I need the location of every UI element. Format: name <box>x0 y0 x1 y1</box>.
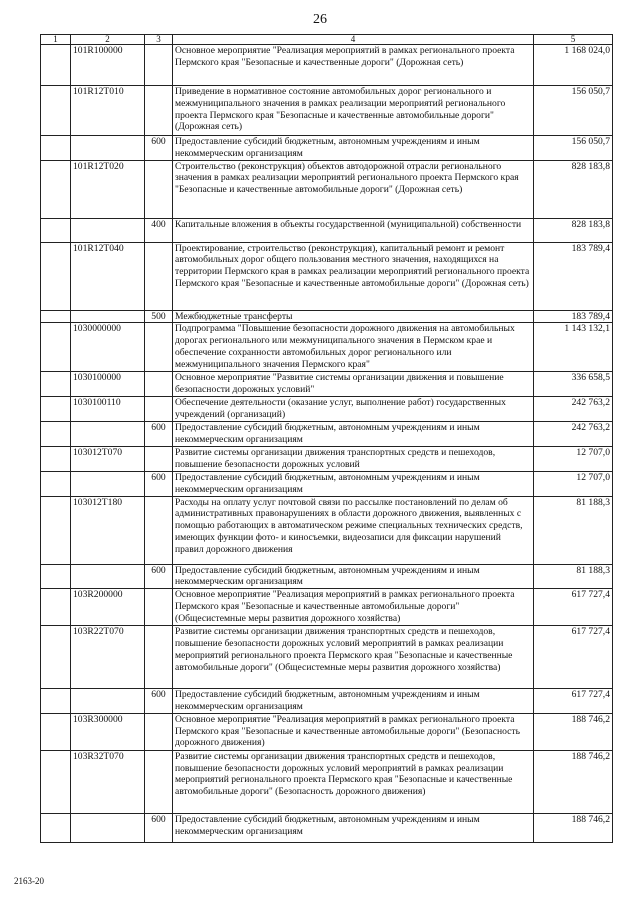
cell-amount: 188 746,2 <box>534 813 613 842</box>
table-row <box>41 86 613 136</box>
cell-empty <box>41 713 71 750</box>
cell-amount: 81 188,3 <box>534 564 613 589</box>
cell-empty <box>41 323 71 372</box>
cell-target-code: 103012T180 <box>71 496 145 564</box>
table-header-row <box>41 35 613 45</box>
table-row <box>41 471 613 496</box>
cell-target-code: 103R200000 <box>71 589 145 626</box>
cell-empty <box>41 446 71 471</box>
cell-amount: 336 658,5 <box>534 372 613 397</box>
cell-empty <box>41 372 71 397</box>
cell-amount: 12 707,0 <box>534 446 613 471</box>
cell-expense-type <box>145 397 173 422</box>
cell-empty <box>41 397 71 422</box>
cell-target-code <box>71 471 145 496</box>
cell-name: Предоставление субсидий бюджетным, автономным учреждениям и иным некоммерческим организациям <box>173 422 534 447</box>
cell-amount: 242 763,2 <box>534 422 613 447</box>
cell-expense-type <box>145 626 173 689</box>
cell-empty <box>41 45 71 86</box>
cell-empty <box>41 136 71 161</box>
table-row <box>41 750 613 813</box>
cell-empty <box>41 422 71 447</box>
table-row <box>41 323 613 372</box>
table-row <box>41 713 613 750</box>
table-row <box>41 45 613 86</box>
cell-expense-type <box>145 589 173 626</box>
budget-table <box>40 34 613 843</box>
cell-name: Приведение в нормативное состояние автомобильных дорог регионального и межмуниципального значения в рамках реализации мероприятий регионального проекта Пермского края "Безопасные и качественные автомобильные дороги" (Дорожная сеть) <box>173 86 534 136</box>
cell-empty <box>41 160 71 218</box>
cell-name: Предоставление субсидий бюджетным, автономным учреждениям и иным некоммерческим организациям <box>173 471 534 496</box>
cell-name: Проектирование, строительство (реконструкция), капитальный ремонт и ремонт автомобильных дорог общего пользования местного значения, находящихся на территории Пермского края в рамках реализации мероприятий регионального проекта Пермского края "Безопасные и качественные автомобильные дороги" (Дорожная сеть) <box>173 242 534 310</box>
cell-target-code: 103R32T070 <box>71 750 145 813</box>
cell-expense-type <box>145 86 173 136</box>
cell-empty <box>41 564 71 589</box>
cell-amount: 156 050,7 <box>534 136 613 161</box>
cell-name: Капитальные вложения в объекты государственной (муниципальной) собственности <box>173 218 534 242</box>
cell-target-code <box>71 136 145 161</box>
cell-name: Межбюджетные трансферты <box>173 310 534 323</box>
table-row <box>41 242 613 310</box>
cell-empty <box>41 242 71 310</box>
table-row <box>41 813 613 842</box>
cell-expense-type: 400 <box>145 218 173 242</box>
cell-expense-type: 600 <box>145 689 173 714</box>
cell-amount: 183 789,4 <box>534 242 613 310</box>
cell-target-code <box>71 689 145 714</box>
cell-empty <box>41 86 71 136</box>
cell-empty <box>41 310 71 323</box>
cell-name: Основное мероприятие "Развитие системы организации движения и повышение безопасности дорожных условий" <box>173 372 534 397</box>
cell-target-code: 103R22T070 <box>71 626 145 689</box>
cell-name: Строительство (реконструкция) объектов автодорожной отрасли регионального значения в рамках реализации мероприятий регионального проекта Пермского края "Безопасные и качественные автомобильные дороги" (Дорожная сеть) <box>173 160 534 218</box>
table-row <box>41 160 613 218</box>
header-col-4: 4 <box>173 35 534 45</box>
cell-empty <box>41 626 71 689</box>
cell-empty <box>41 496 71 564</box>
cell-name: Обеспечение деятельности (оказание услуг, выполнение работ) государственных учреждений (организаций) <box>173 397 534 422</box>
cell-name: Основное мероприятие "Реализация мероприятий в рамках регионального проекта Пермского края "Безопасные и качественные автомобильные дороги" (Общесистемные меры развития дорожного хозяйства) <box>173 589 534 626</box>
cell-amount: 156 050,7 <box>534 86 613 136</box>
cell-target-code: 103012T070 <box>71 446 145 471</box>
header-col-1: 1 <box>41 35 71 45</box>
cell-empty <box>41 689 71 714</box>
cell-target-code <box>71 564 145 589</box>
header-col-2: 2 <box>71 35 145 45</box>
cell-target-code <box>71 310 145 323</box>
cell-target-code: 101R12T010 <box>71 86 145 136</box>
cell-expense-type <box>145 372 173 397</box>
cell-amount: 1 168 024,0 <box>534 45 613 86</box>
page-number: 26 <box>313 12 327 27</box>
cell-amount: 81 188,3 <box>534 496 613 564</box>
table-row <box>41 564 613 589</box>
cell-target-code: 101R100000 <box>71 45 145 86</box>
document-code: 2163-20 <box>14 876 44 886</box>
cell-target-code: 103R300000 <box>71 713 145 750</box>
cell-target-code: 101R12T040 <box>71 242 145 310</box>
cell-target-code <box>71 422 145 447</box>
cell-target-code: 101R12T020 <box>71 160 145 218</box>
cell-name: Предоставление субсидий бюджетным, автономным учреждениям и иным некоммерческим организациям <box>173 689 534 714</box>
cell-amount: 617 727,4 <box>534 589 613 626</box>
cell-target-code: 1030100000 <box>71 372 145 397</box>
table-row <box>41 496 613 564</box>
cell-expense-type <box>145 496 173 564</box>
cell-name: Подпрограмма "Повышение безопасности дорожного движения на автомобильных дорогах регионального или межмуниципального значения в Пермском крае и обеспечение сохранности автомобильных дорог регионального или межмуниципального значения Пермского края" <box>173 323 534 372</box>
cell-amount: 183 789,4 <box>534 310 613 323</box>
table-row <box>41 446 613 471</box>
cell-amount: 617 727,4 <box>534 626 613 689</box>
cell-expense-type <box>145 713 173 750</box>
cell-amount: 188 746,2 <box>534 750 613 813</box>
table-row <box>41 626 613 689</box>
cell-amount: 617 727,4 <box>534 689 613 714</box>
cell-target-code <box>71 218 145 242</box>
cell-expense-type <box>145 323 173 372</box>
cell-expense-type: 600 <box>145 564 173 589</box>
cell-expense-type: 600 <box>145 471 173 496</box>
cell-empty <box>41 589 71 626</box>
table-row <box>41 218 613 242</box>
cell-expense-type: 600 <box>145 813 173 842</box>
table-row <box>41 422 613 447</box>
cell-amount: 242 763,2 <box>534 397 613 422</box>
cell-target-code: 1030000000 <box>71 323 145 372</box>
cell-expense-type <box>145 160 173 218</box>
cell-expense-type: 600 <box>145 422 173 447</box>
cell-name: Основное мероприятие "Реализация мероприятий в рамках регионального проекта Пермского края "Безопасные и качественные автомобильные дороги" (Безопасность дорожного движения) <box>173 713 534 750</box>
cell-target-code: 1030100110 <box>71 397 145 422</box>
header-col-3: 3 <box>145 35 173 45</box>
cell-expense-type <box>145 446 173 471</box>
cell-name: Основное мероприятие "Реализация мероприятий в рамках регионального проекта Пермского края "Безопасные и качественные дороги" (Дорожная сеть) <box>173 45 534 86</box>
cell-amount: 828 183,8 <box>534 218 613 242</box>
table-row <box>41 136 613 161</box>
cell-name: Развитие системы организации движения транспортных средств и пешеходов, повышение безопасности дорожных условий мероприятий в рамках реализации мероприятий регионального проекта Пермского края "Безопасные и качественные автомобильные дороги" (Общесистемные меры развития дорожного хозяйства) <box>173 626 534 689</box>
table-row <box>41 397 613 422</box>
cell-name: Развитие системы организации движения транспортных средств и пешеходов, повышение безопасности дорожных условий <box>173 446 534 471</box>
cell-amount: 188 746,2 <box>534 713 613 750</box>
table-row <box>41 372 613 397</box>
cell-expense-type: 500 <box>145 310 173 323</box>
cell-empty <box>41 471 71 496</box>
cell-name: Предоставление субсидий бюджетным, автономным учреждениям и иным некоммерческим организациям <box>173 564 534 589</box>
cell-expense-type <box>145 750 173 813</box>
table-row <box>41 310 613 323</box>
cell-expense-type <box>145 45 173 86</box>
cell-name: Предоставление субсидий бюджетным, автономным учреждениям и иным некоммерческим организациям <box>173 136 534 161</box>
cell-target-code <box>71 813 145 842</box>
cell-amount: 1 143 132,1 <box>534 323 613 372</box>
cell-amount: 12 707,0 <box>534 471 613 496</box>
cell-name: Предоставление субсидий бюджетным, автономным учреждениям и иным некоммерческим организациям <box>173 813 534 842</box>
cell-expense-type <box>145 242 173 310</box>
cell-empty <box>41 750 71 813</box>
table-row <box>41 689 613 714</box>
cell-empty <box>41 813 71 842</box>
cell-empty <box>41 218 71 242</box>
header-col-5: 5 <box>534 35 613 45</box>
cell-expense-type: 600 <box>145 136 173 161</box>
table-row <box>41 589 613 626</box>
cell-amount: 828 183,8 <box>534 160 613 218</box>
cell-name: Расходы на оплату услуг почтовой связи по рассылке постановлений по делам об административных правонарушениях в области дорожного движения, выявленных с помощью работающих в автоматическом режиме специальных технических средств, имеющих функции фото- и киносъемки, видеозаписи для фиксации нарушений правил дорожного движения <box>173 496 534 564</box>
cell-name: Развитие системы организации движения транспортных средств и пешеходов, повышение безопасности дорожных условий мероприятий в рамках реализации мероприятий регионального проекта Пермского края "Безопасные и качественные автомобильные дороги" (Безопасность дорожного движения) <box>173 750 534 813</box>
